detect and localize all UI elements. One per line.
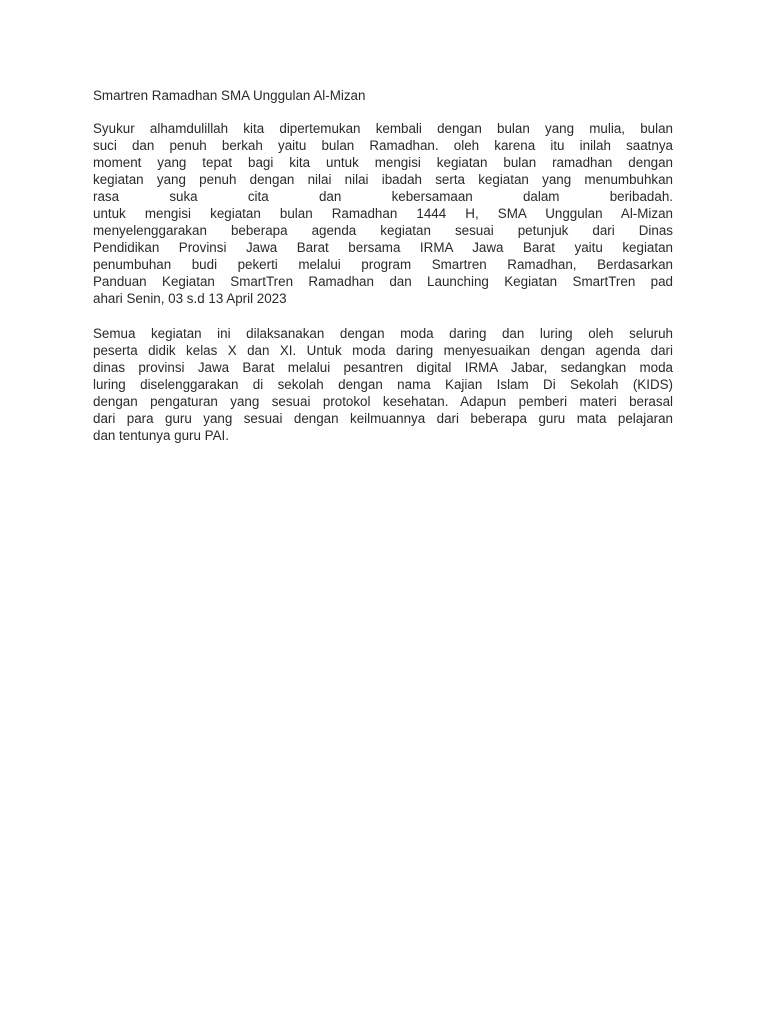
document-body — [93, 87, 673, 462]
text-line: penumbuhan budi pekerti melalui program Smartren Ramadhan, Berdasarkan — [93, 257, 673, 272]
text-line: dari para guru yang sesuai dengan keilmuannya dari beberapa guru mata pelajaran — [93, 411, 673, 426]
text-line: untuk mengisi kegiatan bulan Ramadhan 1444 H, SMA Unggulan Al-Mizan — [93, 206, 673, 221]
document-title: Smartren Ramadhan SMA Unggulan Al-Mizan — [93, 88, 366, 103]
paragraph-intro — [93, 120, 673, 307]
text-line: kegiatan yang penuh dengan nilai nilai ibadah serta kegiatan yang menumbuhkan — [93, 172, 673, 187]
text-line: ahari Senin, 03 s.d 13 April 2023 — [93, 291, 287, 306]
text-line: moment yang tepat bagi kita untuk mengisi kegiatan bulan ramadhan dengan — [93, 155, 673, 170]
paragraph-activities — [93, 325, 673, 444]
text-line: luring diselenggarakan di sekolah dengan nama Kajian Islam Di Sekolah (KIDS) — [93, 377, 673, 392]
text-line: dinas provinsi Jawa Barat melalui pesantren digital IRMA Jabar, sedangkan moda — [93, 360, 673, 375]
text-line: menyelenggarakan beberapa agenda kegiatan sesuai petunjuk dari Dinas — [93, 223, 673, 238]
text-line: peserta didik kelas X dan XI. Untuk moda daring menyesuaikan dengan agenda dari — [93, 343, 673, 358]
text-line: dengan pengaturan yang sesuai protokol kesehatan. Adapun pemberi materi berasal — [93, 394, 673, 409]
text-line: suci dan penuh berkah yaitu bulan Ramadhan. oleh karena itu inilah saatnya — [93, 138, 673, 153]
text-line: Panduan Kegiatan SmartTren Ramadhan dan Launching Kegiatan SmartTren pad — [93, 274, 673, 289]
text-line: Pendidikan Provinsi Jawa Barat bersama IRMA Jawa Barat yaitu kegiatan — [93, 240, 673, 255]
text-line: rasa suka cita dan kebersamaan dalam beribadah. — [93, 189, 673, 204]
text-line: dan tentunya guru PAI. — [93, 428, 229, 443]
text-line: Semua kegiatan ini dilaksanakan dengan moda daring dan luring oleh seluruh — [93, 326, 673, 341]
text-line: Syukur alhamdulillah kita dipertemukan kembali dengan bulan yang mulia, bulan — [93, 121, 673, 136]
